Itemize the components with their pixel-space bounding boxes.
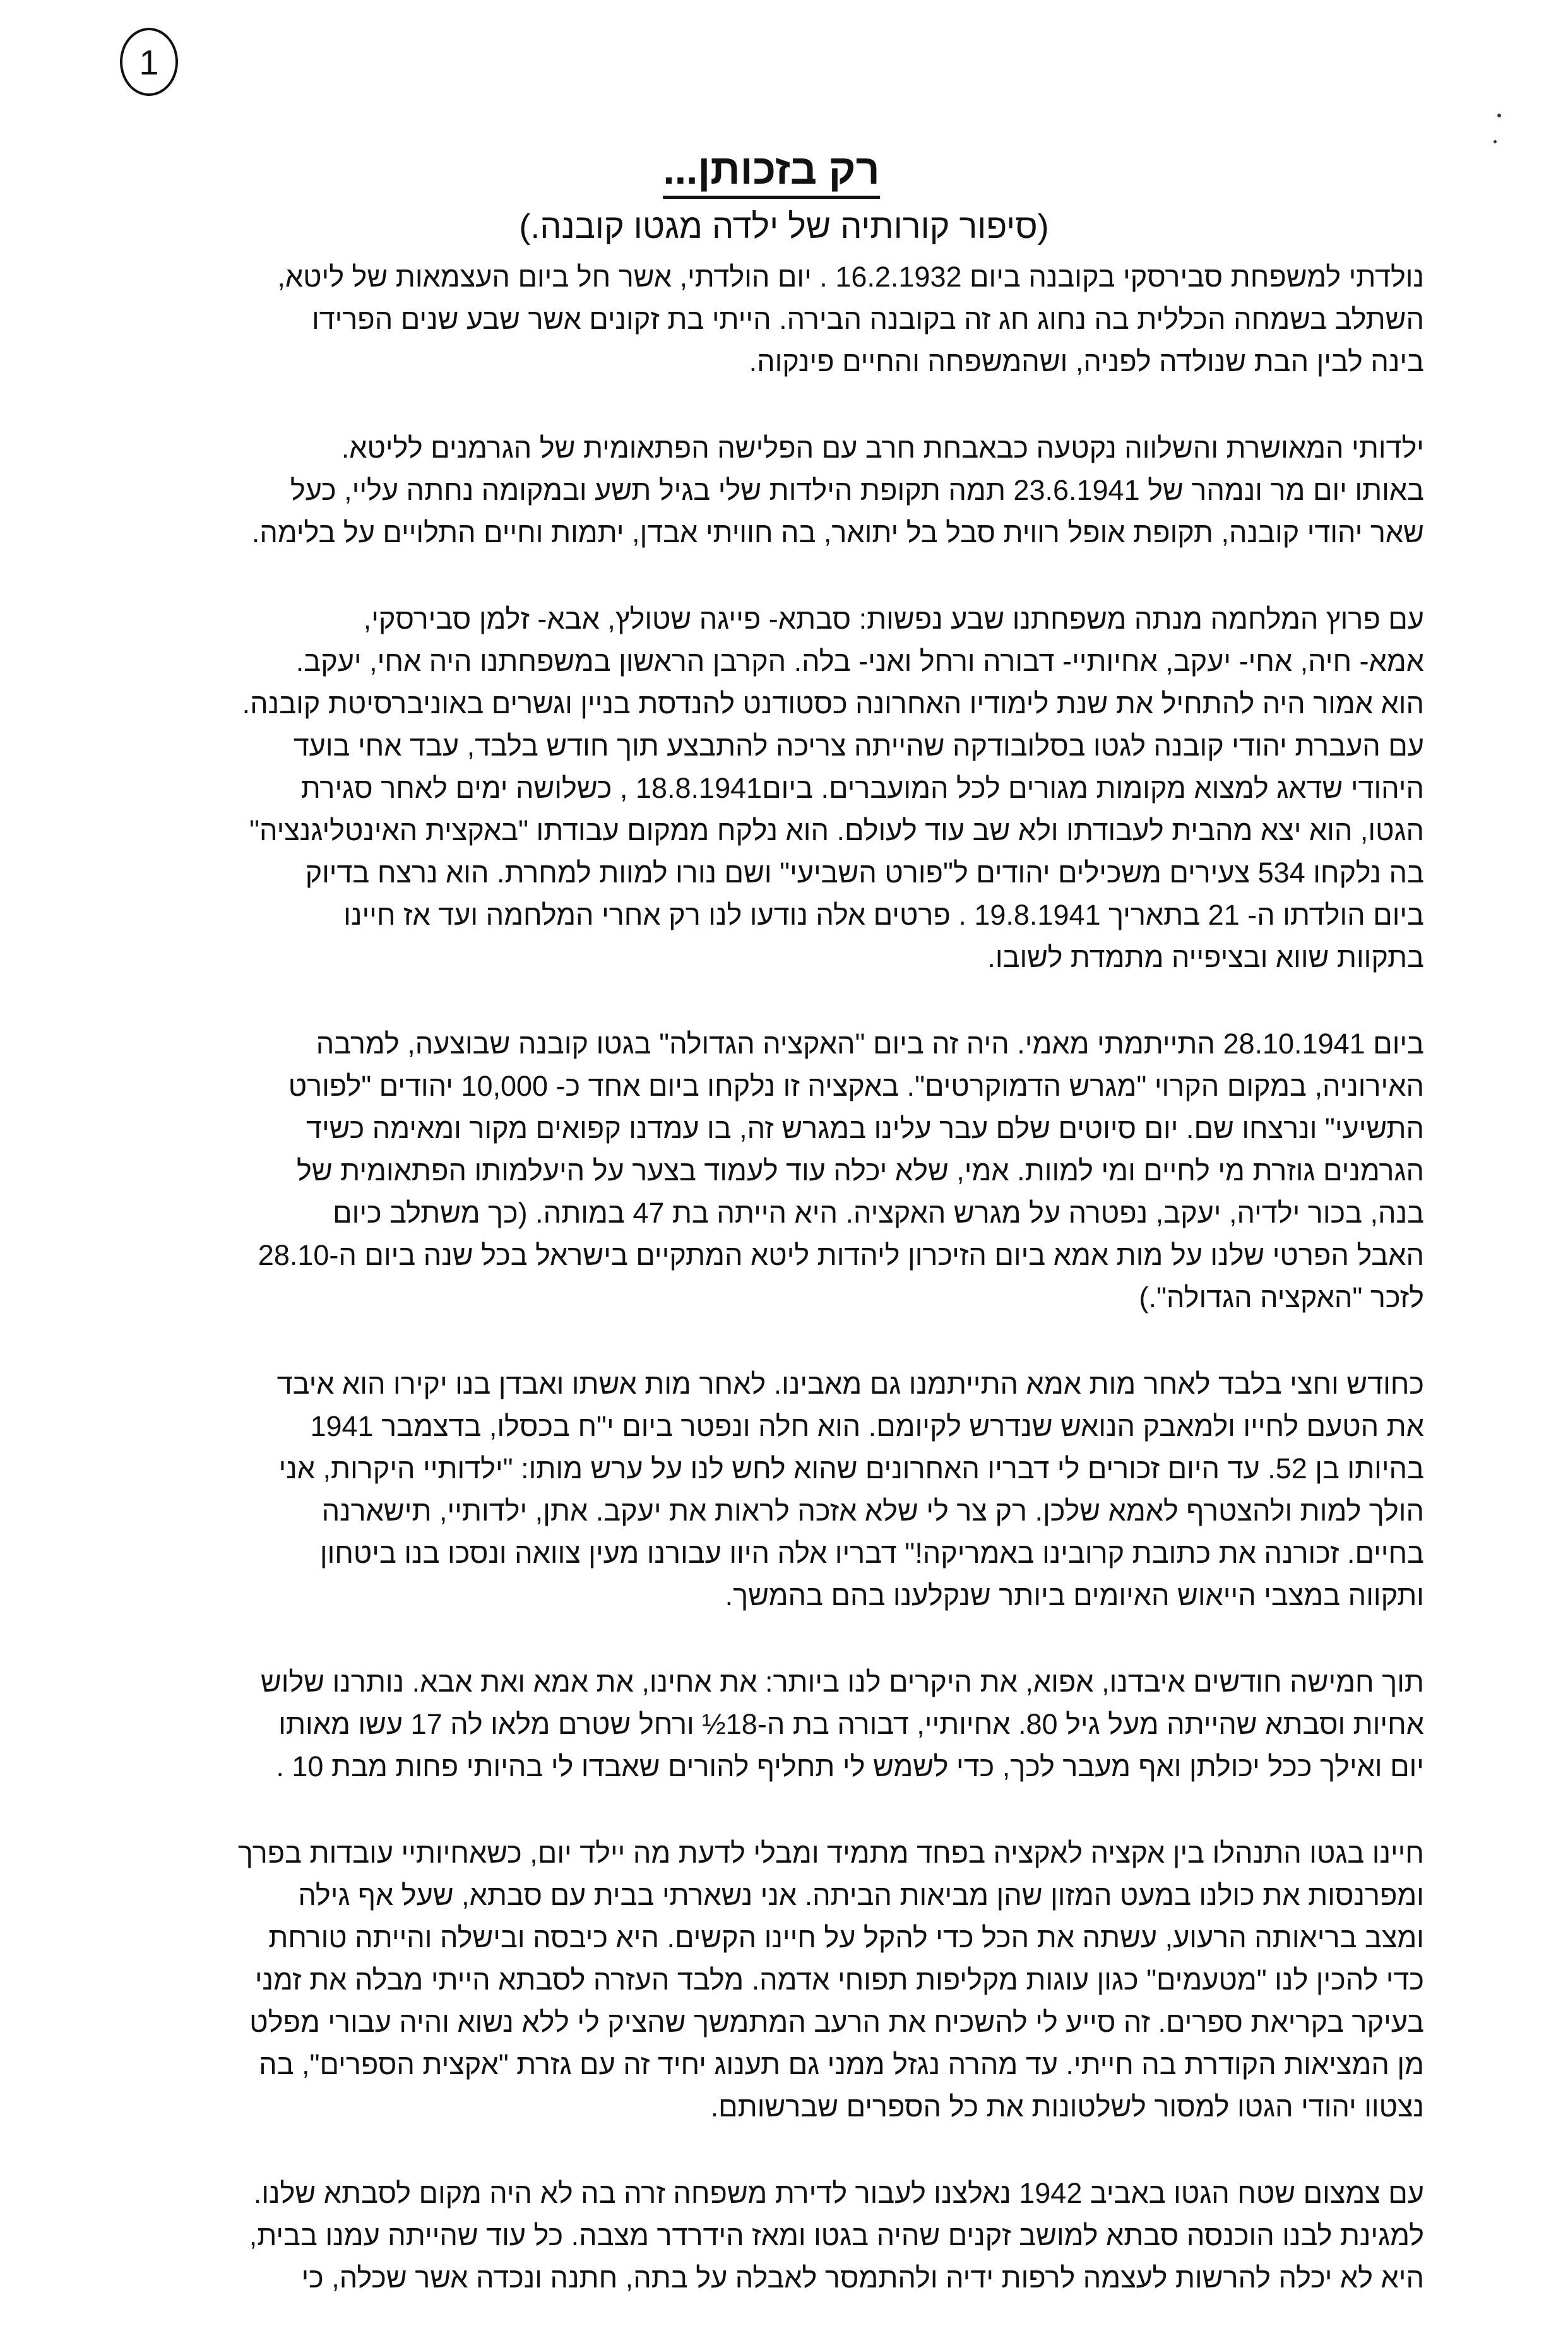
paragraph — [144, 1023, 1424, 1319]
text-line: אחיות וסבתא שהייתה מעל גיל 80. אחיותיי, דבורה בת ה-18½ ורחל שטרם מלאו לה 17 עשו מאותו — [278, 1708, 1424, 1740]
text-line: למגינת לבנו הוכנסה סבתא למושב זקנים שהיה בגטו ומאז הידרדר מצבה. כל עוד שהייתה עמנו בבית, — [249, 2219, 1424, 2251]
text-line: באותו יום מר ונמהר של 23.6.1941 תמה תקופת הילדות שלי בגיל תשע ובמקומה נחתה עליי, כעל — [290, 474, 1424, 506]
text-line: מן המציאות הקודרת בה חייתי. עד מהרה נגזל ממני גם תענוג יחיד זה עם גזרת "אקצית הספרים", בה — [259, 2048, 1424, 2080]
text-line: בה נלקחו 534 צעירים משכילים יהודים ל"פורט השביעי" ושם נורו למוות למחרת. הוא נרצח בדיוק — [305, 857, 1424, 889]
text-line: עם העברת יהודי קובנה לגטו בסלובודקה שהייתה צריכה להתבצע תוך חודש בלבד, עבד אחי בועד — [293, 730, 1424, 762]
paragraph — [144, 2172, 1424, 2299]
text-line: ביום הולדתו ה- 21 בתאריך 19.8.1941 . פרטים אלה נודעו לנו רק אחרי המלחמה ועד אז חיינו — [343, 899, 1424, 931]
text-line: יום ואילך ככל יכולתן ואף מעבר לכך, כדי לשמש לי תחליף להורים שאבדו לי בהיותי פחות מבת 10 . — [276, 1750, 1424, 1782]
document-title: רק בזכותן... — [663, 144, 879, 199]
text-line: שאר יהודי קובנה, תקופת אופל רווית סבל בל יתואר, בה חוויתי אבדן, יתמות וחיים התלויים על בלימה. — [251, 516, 1424, 549]
text-line: הוא אמור היה להתחיל את שנת לימודיו האחרונה כסטודנט להנדסת בניין וגשרים באוניברסיטת קובנה. — [242, 687, 1424, 720]
title-block — [189, 144, 1379, 252]
paragraph — [144, 427, 1424, 554]
text-line: בנה, בכור ילדיה, יעקב, נפטרה על מגרש האקציה. היא הייתה בת 47 במותה. (כך משתלב כיום — [333, 1197, 1424, 1229]
text-line: עם פרוץ המלחמה מנתה משפחתנו שבע נפשות: סבתא- פייגה שטולץ, אבא- זלמן סבירסקי, — [363, 603, 1424, 635]
page-number-text: 1 — [139, 42, 159, 82]
text-line: הולך למות ולהצטרף לאמא שלכן. רק צר לי שלא אזכה לראות את יעקב. אתן, ילדותיי, תישארנה — [321, 1495, 1424, 1527]
scan-speck — [1494, 140, 1497, 143]
text-line: אמא- חיה, אחי- יעקב, אחיותיי- דבורה ורחל ואני- בלה. הקרבן הראשון במשפחתנו היה אחי, יעקב. — [295, 645, 1424, 677]
text-line: כחודש וחצי בלבד לאחר מות אמא התייתמנו גם מאבינו. לאחר מות אשתו ואבדן בנו יקירו הוא איבד — [276, 1368, 1424, 1400]
text-line: השתלב בשמחה הכללית בה נחוג חג זה בקובנה הבירה. הייתי בת זקונים אשר שבע שנים הפרידו — [311, 303, 1424, 335]
text-line: היא לא יכלה להרשות לעצמה לרפות ידיה ולהתמסר לאבלה על בתה, חתנה ונכדה אשר שכלה, כי — [301, 2262, 1424, 2294]
text-line: תוך חמישה חודשים איבדנו, אפוא, את היקרים לנו ביותר: את אחינו, את אמא ואת אבא. נותרנו שלוש — [260, 1666, 1424, 1698]
text-line: חיינו בגטו התנהלו בין אקציה לאקציה בפחד מתמיד ומבלי לדעת מה יילד יום, כשאחיותיי עובדות בפרך — [237, 1837, 1424, 1869]
text-line: ותקווה במצבי הייאוש האיומים ביותר שנקלענו בהם בהמשך. — [725, 1579, 1424, 1611]
text-line: את הטעם לחייו ולמאבק הנואש שנדרש לקיומם. הוא חלה ונפטר ביום י"ח בכסלו, בדצמבר 1941 — [310, 1410, 1424, 1442]
text-line: נולדתי למשפחת סבירסקי בקובנה ביום 16.2.1932 . יום הולדתי, אשר חל ביום העצמאות של ליטא, — [277, 261, 1424, 293]
text-line: ביום 28.10.1941 התייתמתי מאמי. היה זה ביום "האקציה הגדולה" בגטו קובנה שבוצעה, למרבה — [316, 1028, 1424, 1060]
text-line: האירוניה, במקום הקרוי "מגרש הדמוקרטים". באקציה זו נלקחו ביום אחד כ- 10,000 יהודים "לפורט — [288, 1070, 1424, 1102]
text-line: הגטו, הוא יצא מהבית לעבודתו ולא שב עוד לעולם. הוא נלקח ממקום עבודתו "באקצית האינטליגנציה" — [249, 814, 1424, 846]
paragraph — [144, 598, 1424, 978]
text-line: בעיקר בקריאת ספרים. זה סייע לי להשכיח את הרעב המתמשך שהציק לי ללא נשוא והיה עבורי מפלט — [249, 2006, 1424, 2038]
paragraph — [144, 1661, 1424, 1788]
body-text — [144, 256, 1424, 2343]
paragraph — [144, 1363, 1424, 1616]
text-line: לזכר "האקציה הגדולה".) — [1139, 1281, 1424, 1314]
text-line: האבל הפרטי שלנו על מות אמא ביום הזיכרון ליהדות ליטא המתקיים בישראל בכל שנה ביום ה-28.10 — [258, 1239, 1424, 1271]
text-line: בהיותו בן 52. עד היום זכורים לי דבריו האחרונים שהוא לחש לנו על ערש מותו: "ילדותיי היקרות, אני — [278, 1452, 1424, 1485]
document-subtitle: (סיפור קורותיה של ילדה מגטו קובנה.) — [519, 208, 1049, 246]
text-line: בחיים. זכורנה את כתובת קרובינו באמריקה!" דבריו אלה היוו עבורנו מעין צוואה ונסכו בנו ביטחון — [319, 1537, 1424, 1569]
paragraph — [144, 256, 1424, 383]
paragraph — [144, 1832, 1424, 2128]
text-line: התשיעי" ונרצחו שם. יום סיוטים שלם עבר עלינו במגרש זה, בו עמדנו קפואים מקור ומאימה כשיד — [306, 1112, 1424, 1144]
text-line: בינה לבין הבת שנולדה לפניה, ושהמשפחה והחיים פינקוה. — [749, 345, 1424, 377]
scan-speck — [1497, 114, 1501, 117]
text-line: היהודי שדאג למצוא מקומות מגורים לכל המועברים. ביום18.8.1941 , כשלושה ימים לאחר סגירת — [300, 772, 1424, 804]
text-line: נצטוו יהודי הגטו למסור לשלטונות את כל הספרים שברשותם. — [710, 2091, 1424, 2123]
text-line: ומצב בריאותה הרעוע, עשתה את הכל כדי להקל על חיינו הקשים. היא כיבסה ובישלה והייתה טורחת — [268, 1921, 1424, 1954]
text-line: בתקוות שווא ובציפייה מתמדת לשובו. — [987, 941, 1424, 973]
text-line: עם צמצום שטח הגטו באביב 1942 נאלצנו לעבור לדירת משפחה זרה בה לא היה מקום לסבתא שלנו. — [253, 2177, 1424, 2209]
page-number-circle — [117, 24, 181, 98]
text-line: ילדותי המאושרת והשלווה נקטעה כבאבחת חרב עם הפלישה הפתאומית של הגרמנים לליטא. — [341, 432, 1424, 464]
text-line: כדי להכין לנו "מטעמים" כגון עוגות מקליפות תפוחי אדמה. מלבד העזרה לסבתא הייתי מבלה את זמני — [254, 1964, 1424, 1996]
text-line: הגרמנים גוזרת מי לחיים ומי למוות. אמי, שלא יכלה עוד לעמוד בצער על היעלמותו הפתאומית של — [296, 1154, 1424, 1187]
page-number — [117, 24, 181, 98]
text-line: ומפרנסות את כולנו במעט המזון שהן מביאות הביתה. אני נשארתי בבית עם סבתא, שעל אף גילה — [298, 1879, 1424, 1911]
